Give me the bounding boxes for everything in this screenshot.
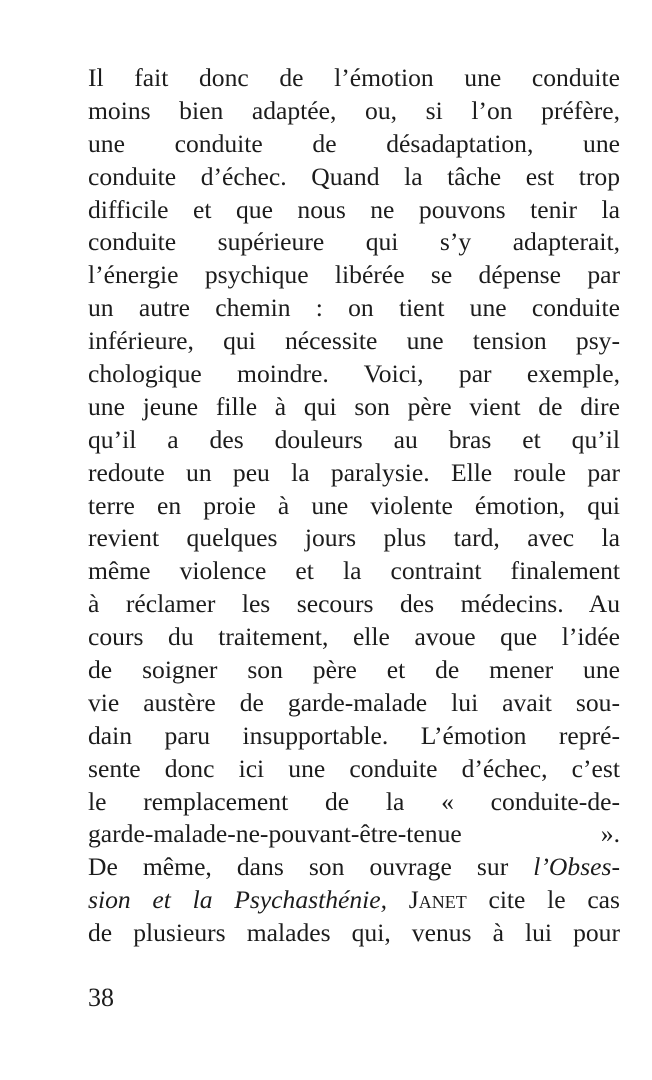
- text-line: une jeune fille à qui son père vient de dire: [88, 391, 620, 421]
- text-line: chologique moindre. Voici, par exemple,: [88, 359, 620, 389]
- text-line: conduite supérieure qui s’y adapterait,: [88, 227, 620, 257]
- text-line: même violence et la contraint finalement: [88, 556, 620, 586]
- text-line: garde-malade-ne-pouvant-être-tenue ».: [88, 819, 620, 849]
- text-line: conduite d’échec. Quand la tâche est trop: [88, 161, 620, 191]
- text-line: redoute un peu la paralysie. Elle roule par: [88, 457, 620, 487]
- text-line: une conduite de désadaptation, une: [88, 128, 620, 158]
- text-line: revient quelques jours plus tard, avec la: [88, 523, 620, 553]
- text-line: dain paru insupportable. L’émotion repré-: [88, 720, 620, 750]
- text-line: un autre chemin : on tient une conduite: [88, 293, 620, 323]
- author-name-smallcaps: Janet: [408, 885, 467, 915]
- book-title-italic-cont: sion et la Psychasthénie,: [88, 885, 388, 915]
- text-line: Il fait donc de l’émotion une conduite: [88, 63, 620, 92]
- text-line: vie austère de garde-malade lui avait sou-: [88, 687, 620, 717]
- text-line: de plusieurs malades qui, venus à lui pour: [88, 918, 620, 948]
- text-line: inférieure, qui nécessite une tension psy-: [88, 326, 620, 356]
- text-line: l’énergie psychique libérée se dépense par: [88, 260, 620, 290]
- text-segment: cite le cas: [488, 885, 620, 915]
- text-line: moins bien adaptée, ou, si l’on préfère,: [88, 95, 620, 125]
- text-line: le remplacement de la « conduite-de-: [88, 786, 620, 816]
- text-line: cours du traitement, elle avoue que l’idée: [88, 622, 620, 652]
- text-line: qu’il a des douleurs au bras et qu’il: [88, 424, 620, 454]
- body-text: [88, 62, 620, 950]
- text-line: à réclamer les secours des médecins. Au: [88, 589, 620, 619]
- text-line-with-title: [88, 851, 620, 884]
- text-line: terre en proie à une violente émotion, qui: [88, 490, 620, 520]
- text-line: difficile et que nous ne pouvons tenir la: [88, 194, 620, 224]
- book-title-italic: l’Obses-: [533, 852, 620, 882]
- text-line: sente donc ici une conduite d’échec, c’est: [88, 753, 620, 783]
- page-number: 38: [88, 983, 114, 1012]
- text-line-with-author: [88, 884, 620, 917]
- text-line: de soigner son père et de mener une: [88, 655, 620, 685]
- text-segment: De même, dans son ouvrage sur: [88, 852, 509, 882]
